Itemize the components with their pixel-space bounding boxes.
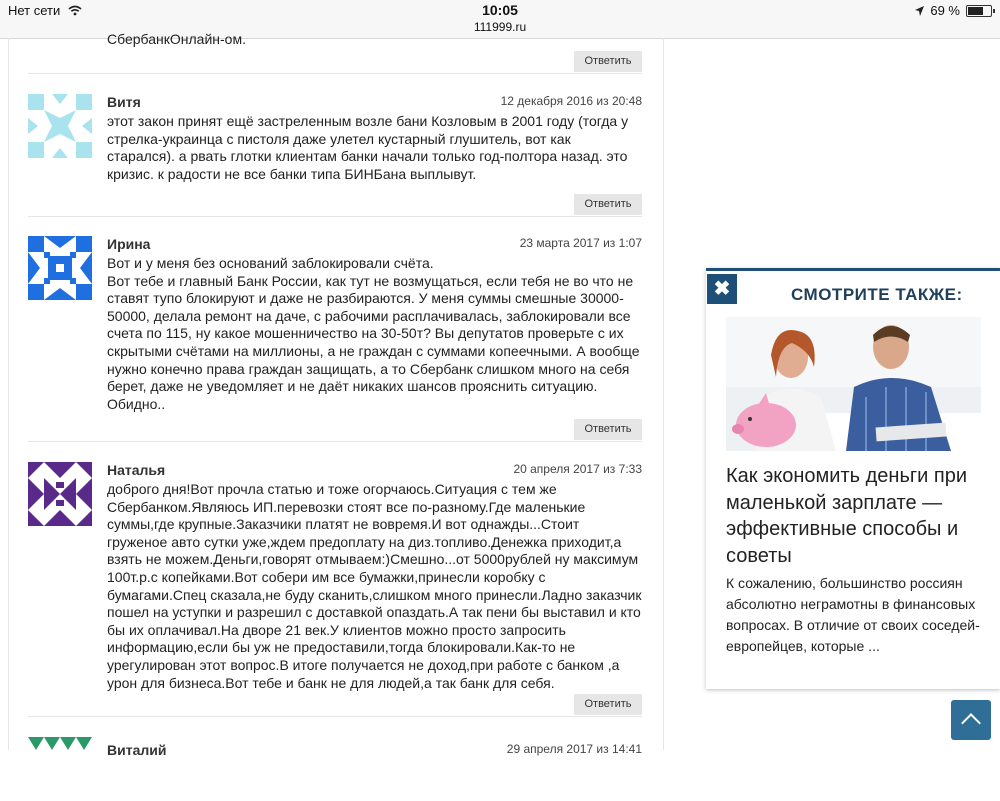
article-excerpt: К сожалению, большинство россиян абсолютно неграмотны в финансовых вопросах. В отличие от своих соседей-европейцев, которые ...: [726, 575, 980, 654]
comment-text: доброго дня!Вот прочла статью и тоже огорчаюсь.Ситуация с тем же Сбербанком.Являюсь ИП.перевозки стоят все по-разному.Где маленькие суммы,где крупные.Заказчики платят не вовремя.И вот однажды...Стоит груженое авто сутки уже,ждем предоплату на диз.топливо.Денежка приходит,а взять не можем.Деньги,говорят отмываем:)Смешно...от 5000рублей ну максимум 100т.р.с копейками.Вот собери им все бумажки,принесли коробку с бумагами.Спец сказала,не буду сканить,слишком много принесли.Ладно заказчик пошел на уступки и разрешил с доставкой опаздать.А так пени бы выставил и кто бы их оплачивал.На дворе 21 век.У клиентов можно просто запросить информацию,если бы уж не предоставили,тогда блокировали.Как-то не урегулирован этот вопрос.В итоге получается не доход,при работе с банком ,а урон для бизнеса.Вот тебе и банк не для людей,а так банк для себя.: [107, 481, 642, 691]
content-left-border: [8, 38, 9, 750]
reply-button[interactable]: Ответить: [574, 51, 642, 72]
location-arrow-icon: [915, 6, 924, 16]
comment-divider: [28, 216, 642, 217]
comment-divider: [28, 73, 642, 74]
battery-icon: [966, 5, 992, 17]
identicon-avatar: [28, 737, 92, 801]
clock: 10:05: [482, 2, 518, 18]
comment-divider: [28, 441, 642, 442]
comment-item: [28, 236, 642, 421]
comment-item: [28, 94, 642, 194]
identicon-avatar: [28, 462, 92, 526]
popup-title: СМОТРИТЕ ТАКЖЕ:: [791, 285, 963, 304]
article-thumbnail-photo[interactable]: [726, 317, 981, 451]
comment-author[interactable]: Витя: [107, 94, 141, 110]
comment-item: [28, 737, 642, 757]
content-column-border: [663, 38, 664, 750]
comment-date: 23 марта 2017 из 1:07: [519, 236, 642, 250]
comment-text: этот закон принят ещё застреленным возле бани Козловым в 2001 году (тогда у стрелка-украинца с пистоля даже улетел кустарный глушитель, вот как старался). а рвать глотки клиентам банки начали только год-полтора назад. это кризис. к радости не все банки типа БИНБана выплывут.: [107, 113, 629, 182]
comment-author[interactable]: Ирина: [107, 236, 151, 252]
comment-fragment-text: СбербанкОнлайн-ом.: [107, 31, 246, 47]
comment-text: Вот и у меня без оснований заблокировали счёта. Вот тебе и главный Банк России, как тут не возмущаться, если тебя не во что не ставят тупо блокируют и даже не разбираются. У меня суммы смешные 30000-50000, делала ремонт на даче, с рабочими расплачивалась, заблокировали все счета по 115, ну какое мошенничество на 30-50т? Вы депутатов проверьте с их скрытыми счётами на миллионы, а не граждан с суммами копеечными. А вообще нужно конечно права граждан защищать, а то Сбербанк слишком много на себя берет, даже не уведомляет и не даёт никаких шансов прояснить ситуацию. Обидно..: [107, 255, 640, 412]
identicon-avatar: [28, 236, 92, 300]
network-label: Нет сети: [8, 3, 61, 18]
article-headline-link[interactable]: Как экономить деньги при маленькой зарплате — эффективные способы и советы: [726, 465, 968, 567]
battery-label: 69 %: [930, 3, 960, 18]
reply-button[interactable]: Ответить: [574, 419, 642, 440]
status-right: [915, 3, 992, 18]
comment-date: 12 декабря 2016 из 20:48: [500, 94, 642, 108]
comment-date: 20 апреля 2017 из 7:33: [513, 462, 642, 476]
comment-item: [28, 462, 642, 694]
battery-fill: [968, 7, 983, 15]
see-also-popup: [706, 268, 1000, 689]
reply-button[interactable]: Ответить: [574, 194, 642, 215]
address-bar-url[interactable]: 111999.ru: [473, 20, 527, 34]
comment-author[interactable]: Виталий: [107, 742, 167, 758]
identicon-avatar: [28, 94, 92, 158]
reply-button[interactable]: Ответить: [574, 694, 642, 715]
scroll-to-top-button[interactable]: [951, 700, 991, 740]
close-icon[interactable]: ✖: [707, 274, 737, 304]
comment-author[interactable]: Наталья: [107, 462, 166, 478]
comment-divider: [28, 716, 642, 717]
comment-date: 29 апреля 2017 из 14:41: [506, 742, 642, 756]
